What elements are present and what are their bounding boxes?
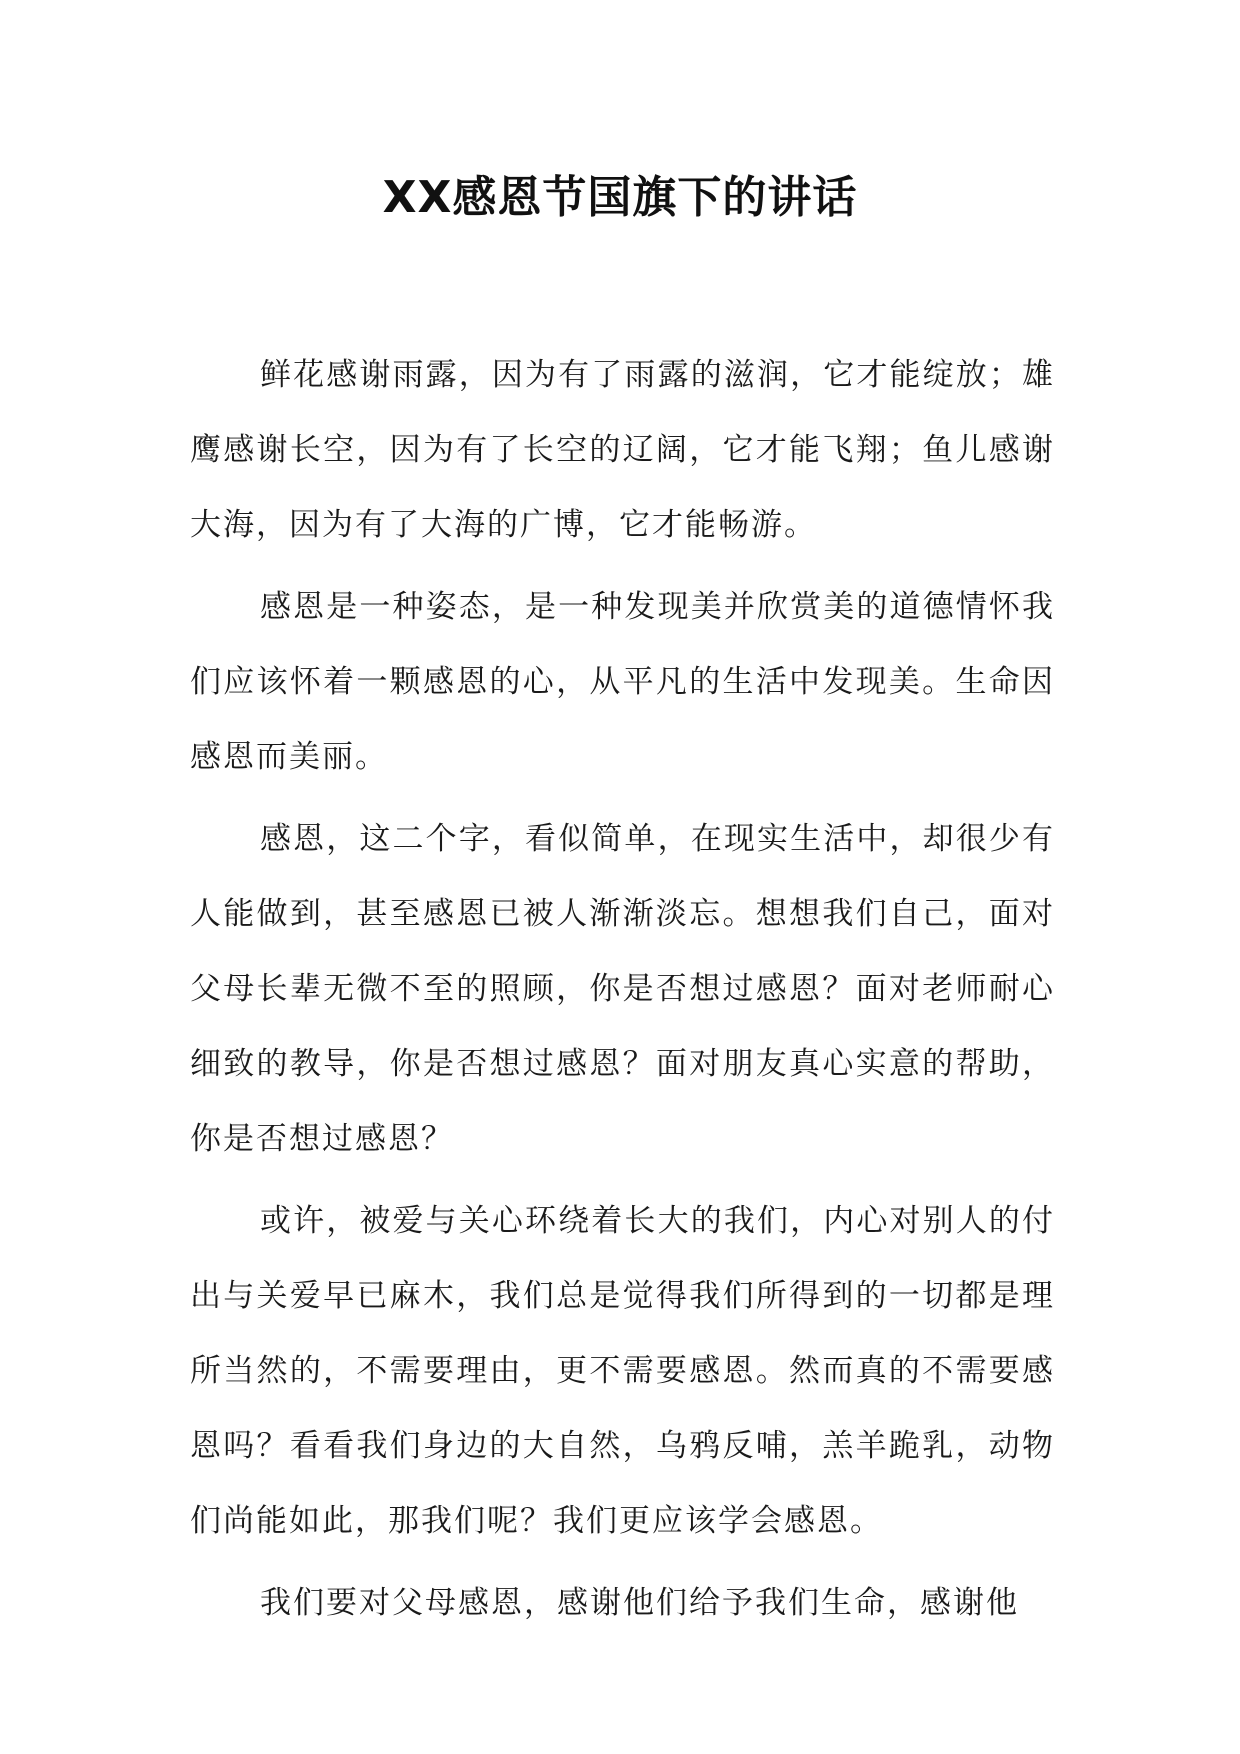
paragraph: 感恩，这二个字，看似简单，在现实生活中，却很少有人能做到，甚至感恩已被人渐渐淡忘。想想我们自己，面对父母长辈无微不至的照顾，你是否想过感恩？面对老师耐心细致的教导，你是否想过感恩？面对朋友真心实意的帮助，你是否想过感恩？ bbox=[190, 821, 1055, 1157]
paragraph: 或许，被爱与关心环绕着长大的我们，内心对别人的付出与关爱早已麻木，我们总是觉得我们所得到的一切都是理所当然的，不需要理由，更不需要感恩。然而真的不需要感恩吗？看看我们身边的大自然，乌鸦反哺，羔羊跪乳，动物们尚能如此，那我们呢？我们更应该学会感恩。 bbox=[190, 1203, 1055, 1539]
document-body bbox=[190, 338, 1055, 1648]
paragraph: 我们要对父母感恩，感谢他们给予我们生命，感谢他 bbox=[260, 1585, 1019, 1621]
document-title: XX感恩节国旗下的讲话 bbox=[382, 172, 858, 223]
paragraph: 鲜花感谢雨露，因为有了雨露的滋润，它才能绽放；雄鹰感谢长空，因为有了长空的辽阔，它才能飞翔；鱼儿感谢大海，因为有了大海的广博，它才能畅游。 bbox=[190, 357, 1055, 543]
paragraph: 感恩是一种姿态，是一种发现美并欣赏美的道德情怀我们应该怀着一颗感恩的心，从平凡的生活中发现美。生命因感恩而美丽。 bbox=[190, 589, 1055, 775]
